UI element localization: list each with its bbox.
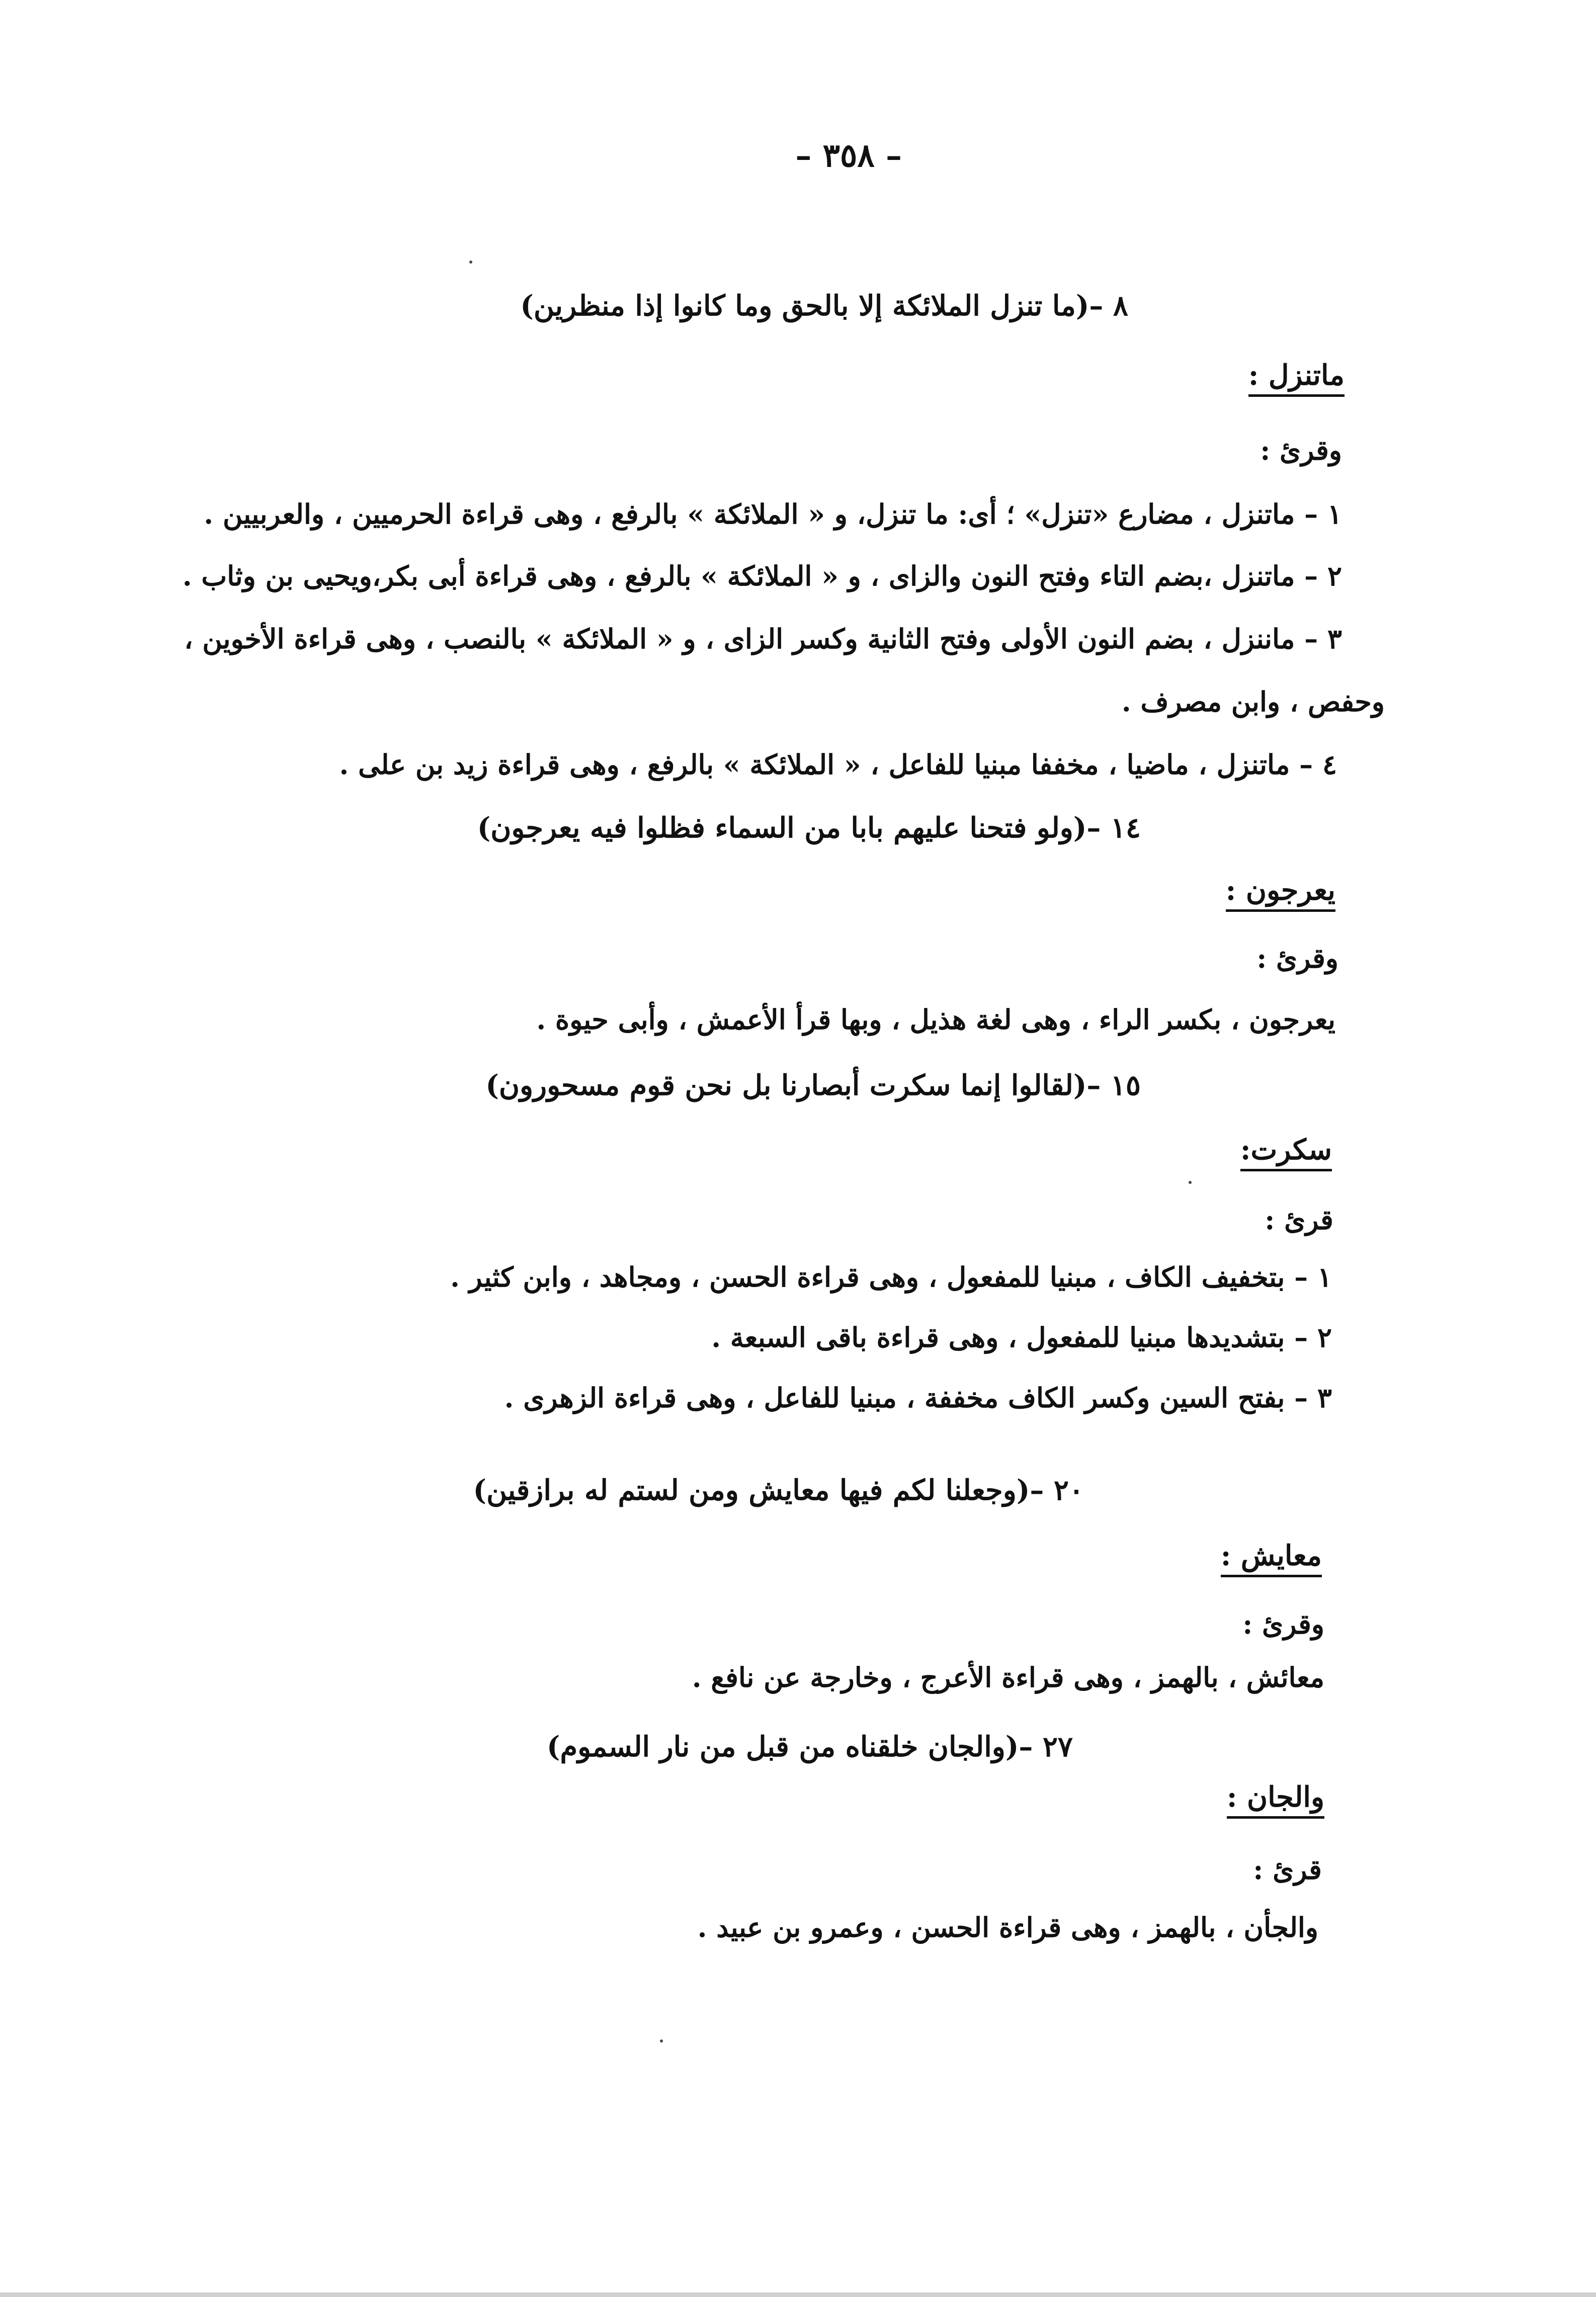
readings-intro: وقرئ : — [1242, 1608, 1324, 1640]
verse-27: ٢٧ –(والجان خلقناه من قبل من نار السموم) — [547, 1730, 1073, 1763]
reading-line: ٣ – بفتح السين وكسر الكاف مخففة ، مبنيا للفاعل ، وهى قراءة الزهرى . — [504, 1382, 1332, 1414]
word-heading-maayish: معايش : — [1221, 1542, 1322, 1577]
readings-intro: وقرئ : — [1256, 942, 1338, 974]
reading-line: ٤ – ماتنزل ، ماضيا ، مخففا مبنيا للفاعل ، « الملائكة » بالرفع ، وهى قراءة زيد بن على . — [339, 748, 1337, 781]
scan-speck — [469, 261, 472, 264]
reading-line: ١ – بتخفيف الكاف ، مبنيا للمفعول ، وهى قراءة الحسن ، ومجاهد ، وابن كثير . — [450, 1261, 1332, 1293]
verse-20: ٢٠ –(وجعلنا لكم فيها معايش ومن لستم له برازقين) — [473, 1474, 1084, 1507]
word-heading-sukkirat: سكرت: — [1240, 1136, 1332, 1171]
word-heading-waljann: والجان : — [1227, 1783, 1324, 1819]
page-number: – ٣٥٨ – — [795, 137, 902, 175]
readings-intro: قرئ : — [1265, 1204, 1333, 1236]
reading-line: ٢ – ماتنزل ،بضم التاء وفتح النون والزاى ، و « الملائكة » بالرفع ، وهى قراءة أبى بكر،ويحيى بن وثاب . — [182, 560, 1342, 592]
reading-line: والجأن ، بالهمز ، وهى قراءة الحسن ، وعمرو بن عبيد . — [697, 1911, 1318, 1943]
reading-line: وحفص ، وابن مصرف . — [1121, 686, 1385, 718]
word-heading-matanazzal: ماتنزل : — [1248, 361, 1345, 397]
verse-15: ١٥ –(لقالوا إنما سكرت أبصارنا بل نحن قوم مسحورون) — [485, 1069, 1141, 1102]
verse-8: ٨ –(ما تنزل الملائكة إلا بالحق وما كانوا إذا منظرين) — [520, 289, 1128, 322]
reading-line: معائش ، بالهمز ، وهى قراءة الأعرج ، وخارجة عن نافع . — [692, 1661, 1324, 1693]
scan-bottom-edge — [0, 2292, 1596, 2297]
reading-line: يعرجون ، بكسر الراء ، وهى لغة هذيل ، وبها قرأ الأعمش ، وأبى حيوة . — [536, 1003, 1335, 1036]
verse-14: ١٤ –(ولو فتحنا عليهم بابا من السماء فظلوا فيه يعرجون) — [477, 811, 1141, 844]
scan-speck — [1189, 1181, 1192, 1184]
readings-intro: وقرئ : — [1260, 434, 1342, 466]
readings-intro: قرئ : — [1253, 1853, 1322, 1886]
scan-speck — [660, 2039, 663, 2043]
reading-line: ١ – ماتنزل ، مضارع «تنزل» ؛ أى: ما تنزل، و « الملائكة » بالرفع ، وهى قراءة الحرميين ، والعربيين . — [204, 498, 1342, 530]
word-heading-yarujun: يعرجون : — [1226, 876, 1335, 912]
reading-line: ٣ – ماننزل ، بضم النون الأولى وفتح الثانية وكسر الزاى ، و « الملائكة » بالنصب ، وهى قراءة الأخوين ، — [184, 623, 1342, 655]
reading-line: ٢ – بتشديدها مبنيا للمفعول ، وهى قراءة باقى السبعة . — [711, 1321, 1332, 1353]
